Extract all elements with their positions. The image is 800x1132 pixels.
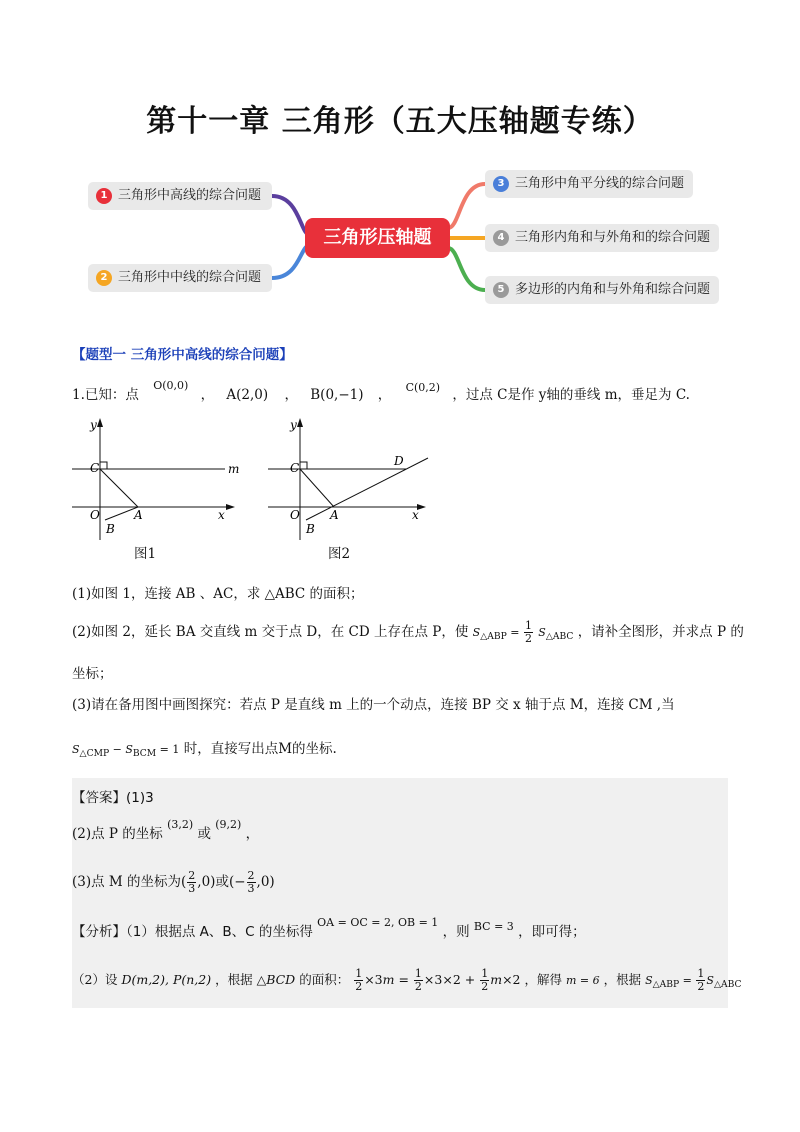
svg-text:B: B (106, 522, 115, 536)
svg-text:D: D (394, 454, 404, 468)
answer-3: (3)点 M 的坐标为( $\frac{2}{3}$ ,0)或(− $\frac{2}{3}$ ,0) (72, 869, 275, 895)
number-badge-1: 1 (96, 188, 112, 204)
mindmap-node-label: 三角形内角和与外角和的综合问题 (515, 230, 711, 245)
mindmap-node-1 (88, 182, 272, 210)
section-title: 【题型一 三角形中高线的综合问题】 (72, 347, 293, 363)
figure-2-caption: 图2 (328, 546, 351, 562)
svg-text:C: C (290, 461, 300, 475)
number-badge-2: 2 (96, 270, 112, 286)
svg-text:A: A (330, 508, 339, 522)
mindmap-node-label: 三角形中高线的综合问题 (118, 188, 262, 203)
figure-1 (70, 415, 240, 545)
analysis-2: （2）设 D(m,2), P(n,2) ，根据 △BCD 的面积： $\frac{1}{2}$ ×3m = $\frac{1}{2}$ ×3×2 + $\frac{1}{2}$ m×2 ，解得 m = 6 ，根据 $S_{\triangle ABP}$ = $\frac{1}{2}$ $S_{\triangle ABC}$ (72, 967, 742, 993)
number-badge-3: 3 (493, 176, 509, 192)
svg-text:m: m (228, 462, 240, 476)
svg-text:y: y (290, 418, 297, 432)
question-part-3-cont: $S_{\triangle CMP} - S_{BCM} = 1$ 时，直接写出点M的坐标. (72, 741, 337, 760)
figure-2 (266, 415, 436, 545)
question-part-2-cont: 坐标； (72, 666, 113, 682)
mindmap-node-3 (485, 170, 693, 198)
mindmap-node-label: 三角形中角平分线的综合问题 (515, 176, 685, 191)
mindmap-node-4 (485, 224, 719, 252)
question-1-intro: 1.已知：点 $^{O(0,0)}$ ， A(2,0) ， B(0,−1) ， $^{C(0,2)}$ ，过点 C是作 y轴的垂线 m，垂足为 C. (72, 379, 690, 403)
mindmap-center-node: 三角形压轴题 (305, 218, 450, 258)
question-part-2: (2)如图 2，延长 BA 交直线 m 交于点 D，在 CD 上存在点 P，使 $S_{\triangle ABP}$ = $\frac{1}{2}$ $S_{\triangle ABC}$ ，请补全图形，并求点 P 的 (72, 619, 744, 645)
svg-text:x: x (218, 508, 225, 522)
mindmap-node-2 (88, 264, 272, 292)
svg-text:O: O (90, 508, 100, 522)
svg-text:B: B (306, 522, 315, 536)
mindmap-node-label: 多边形的内角和与外角和综合问题 (515, 282, 711, 297)
svg-text:O: O (290, 508, 300, 522)
svg-text:C: C (90, 461, 100, 475)
question-part-1: (1)如图 1，连接 AB 、AC，求 △ABC 的面积； (72, 586, 364, 602)
mindmap-node-5 (485, 276, 719, 304)
svg-text:A: A (134, 508, 143, 522)
mindmap-node-label: 三角形中中线的综合问题 (118, 270, 262, 285)
figure-1-caption: 图1 (134, 546, 157, 562)
analysis-1: 【分析】（1）根据点 A、B、C 的坐标得 $^{OA = OC = 2, OB = 1}$ ，则 $^{BC = 3}$ ，即可得； (72, 916, 586, 940)
page-title: 第十一章 三角形（五大压轴题专练） (146, 104, 654, 139)
number-badge-5: 5 (493, 282, 509, 298)
answer-1: 【答案】(1)3 (72, 790, 154, 806)
answer-2: (2)点 P 的坐标 $^{(3,2)}$ 或 $^{(9,2)}$ ， (72, 818, 260, 842)
svg-text:x: x (412, 508, 419, 522)
number-badge-4: 4 (493, 230, 509, 246)
question-part-3: (3)请在备用图中画图探究：若点 P 是直线 m 上的一个动点，连接 BP 交 x 轴于点 M，连接 CM ,当 (72, 697, 675, 713)
svg-text:y: y (90, 418, 97, 432)
